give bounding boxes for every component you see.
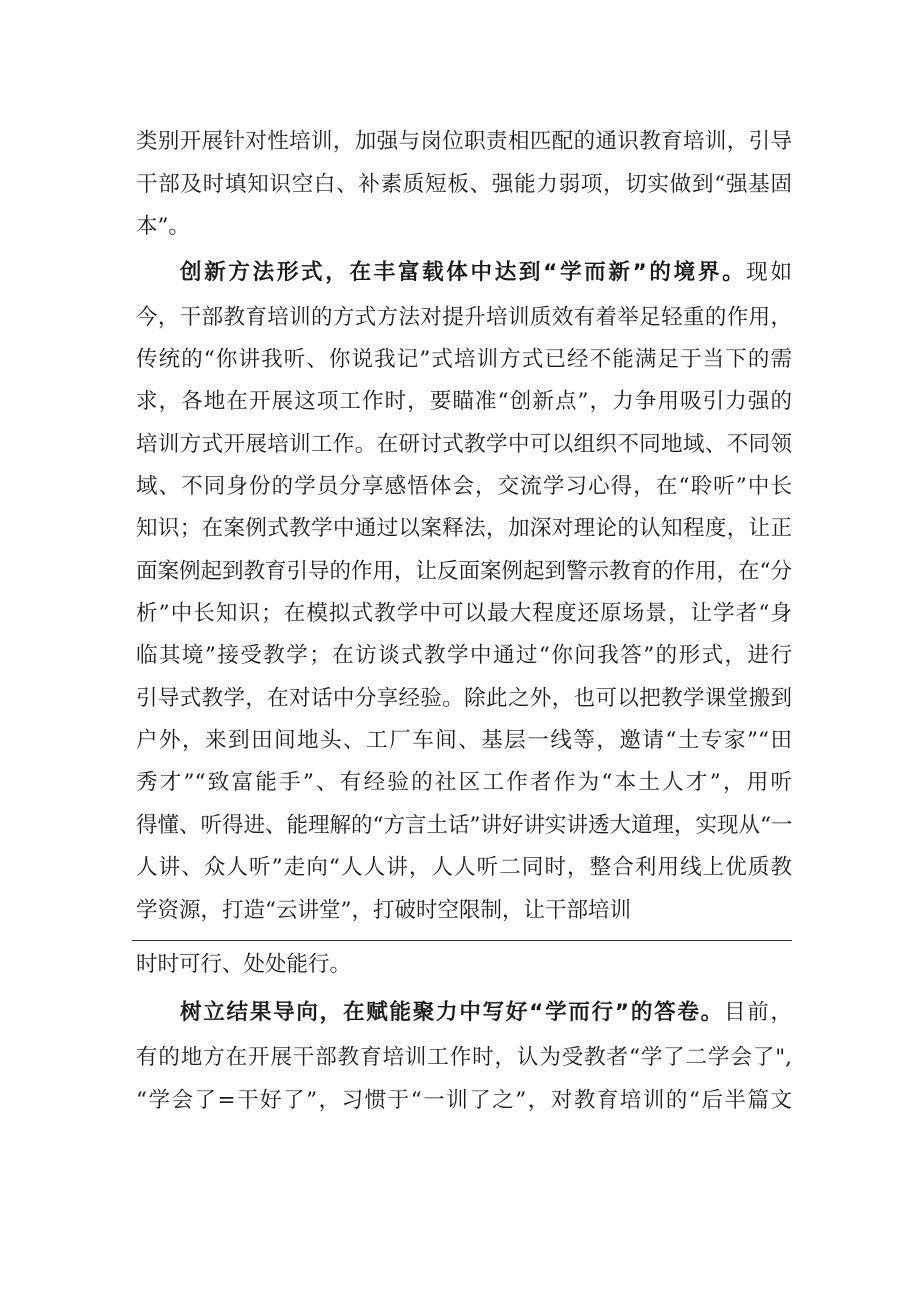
paragraph-text: 现如	[746, 260, 792, 285]
page-break-rule	[132, 940, 792, 941]
paragraph-line: 今，干部教育培训的方式方法对提升培训质效有着举足轻重的作用，	[136, 305, 792, 330]
paragraph-line: 知识；在案例式教学中通过以案释法，加深对理论的认知程度，让正	[136, 516, 792, 541]
paragraph-line: 析”中长知识；在模拟式教学中可以最大程度还原场景，让学者“身	[136, 601, 792, 626]
paragraph-first-line	[180, 998, 792, 1028]
paragraph-line: 传统的“你讲我听、你说我记”式培训方式已经不能满足于当下的需	[136, 347, 792, 372]
paragraph-line: 有的地方在开展干部教育培训工作时，认为受教者“学了二学会了",	[136, 1045, 792, 1070]
paragraph-line: 培训方式开展培训工作。在研讨式教学中可以组织不同地域、不同领	[136, 432, 792, 457]
paragraph-line: 人讲、众人听”走向“人人讲，人人听二同时，整合利用线上优质教	[136, 855, 792, 880]
paragraph-line: 干部及时填知识空白、补素质短板、强能力弱项，切实做到“强基固	[136, 172, 792, 197]
section-heading: 树立结果导向，在赋能聚力中写好“学而行”的答卷。	[180, 1000, 724, 1025]
paragraph-line: 求，各地在开展这项工作时，要瞄准“创新点”，力争用吸引力强的	[136, 389, 792, 414]
paragraph-line: “学会了=干好了”，习惯于“一训了之”，对教育培训的“后半篇文	[136, 1088, 792, 1113]
paragraph-line: 户外，来到田间地头、工厂车间、基层一线等，邀请“土专家”“田	[136, 728, 792, 753]
paragraph-line: 面案例起到教育引导的作用，让反面案例起到警示教育的作用，在“分	[136, 559, 792, 584]
paragraph-line: 得懂、听得进、能理解的“方言土话”讲好讲实讲透大道理，实现从“一	[136, 813, 793, 838]
paragraph-line: 本”。	[136, 214, 190, 239]
paragraph-line: 时时可行、处处能行。	[136, 952, 352, 977]
paragraph-first-line	[180, 258, 792, 288]
paragraph-line: 临其境”接受教学；在访谈式教学中通过“你问我答”的形式，进行	[136, 643, 792, 668]
section-heading: 创新方法形式，在丰富载体中达到“学而新”的境界。	[180, 260, 747, 285]
paragraph-text: 目前，	[723, 1000, 792, 1025]
paragraph-line: 秀才”“致富能手”、有经验的社区工作者作为“本土人才”，用听	[136, 770, 792, 795]
paragraph-line: 域、不同身份的学员分享感悟体会，交流学习心得，在“聆听”中长	[136, 474, 792, 499]
paragraph-line: 类别开展针对性培训，加强与岗位职责相匹配的通识教育培训，引导	[136, 129, 792, 154]
paragraph-line: 引导式教学，在对话中分享经验。除此之外，也可以把教学课堂搬到	[136, 686, 792, 711]
paragraph-line: 学资源，打造“云讲堂”，打破时空限制，让干部培训	[136, 898, 631, 923]
